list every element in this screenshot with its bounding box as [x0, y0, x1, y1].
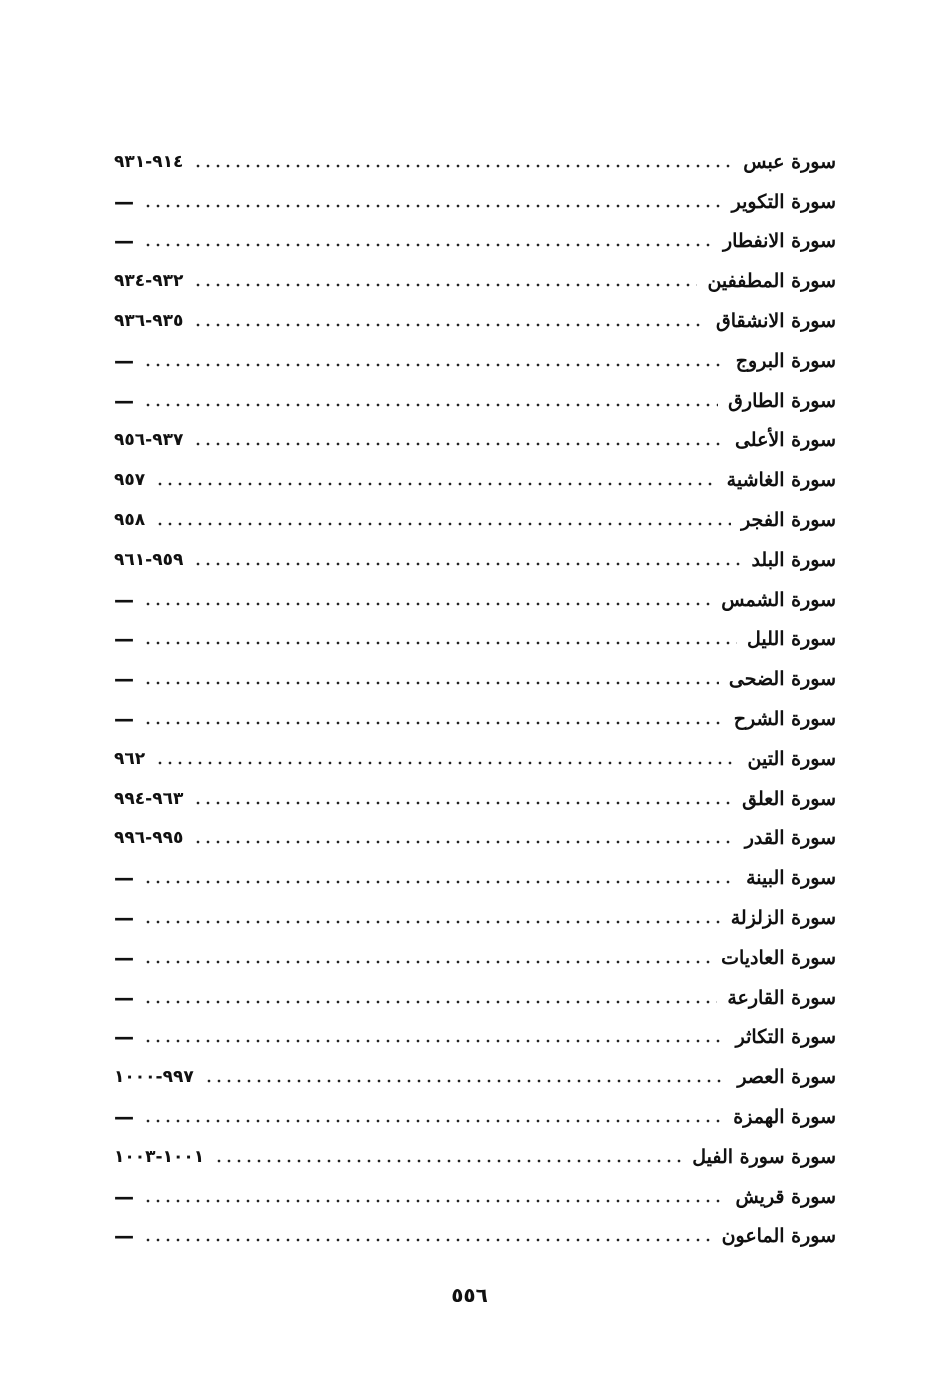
- toc-entry: [114, 1177, 836, 1217]
- dot-leader: [143, 673, 719, 693]
- dot-leader: [143, 1230, 712, 1250]
- page-range: ١٠٠١-١٠٠٣: [114, 1146, 205, 1167]
- dot-leader: [155, 474, 717, 494]
- dot-leader: [193, 832, 734, 852]
- table-of-contents: [114, 142, 836, 1256]
- dot-leader: [143, 1031, 726, 1051]
- surah-name: سورة قريش: [735, 1185, 836, 1208]
- dot-leader: [143, 912, 721, 932]
- dot-leader: [155, 753, 737, 773]
- surah-name: سورة الشرح: [733, 708, 836, 731]
- toc-entry: [114, 1217, 836, 1257]
- page-range: ٩٥٨: [114, 510, 146, 531]
- page-range: —: [114, 627, 133, 652]
- page-number: ٥٥٦: [451, 1283, 488, 1307]
- page-range: —: [114, 985, 133, 1010]
- toc-entry: [114, 898, 836, 938]
- dot-leader: [193, 554, 741, 574]
- dot-leader: [193, 434, 725, 454]
- dot-leader: [193, 156, 733, 176]
- surah-name: سورة الشمس: [721, 588, 836, 611]
- dot-leader: [143, 633, 737, 653]
- page-range: —: [114, 1224, 133, 1249]
- toc-entry: [114, 381, 836, 421]
- dot-leader: [155, 514, 731, 534]
- dot-leader: [143, 1111, 723, 1131]
- toc-entry: [114, 222, 836, 262]
- dot-leader: [143, 594, 711, 614]
- surah-name: سورة العصر: [737, 1066, 836, 1089]
- page-range: —: [114, 229, 133, 254]
- page-range: ٩٩٥-٩٩٦: [114, 828, 184, 849]
- surah-name: سورة البلد: [751, 548, 836, 571]
- dot-leader: [193, 793, 732, 813]
- toc-entry: [114, 938, 836, 978]
- surah-name: سورة القدر: [744, 827, 836, 850]
- page-range: —: [114, 667, 133, 692]
- toc-entry: [114, 580, 836, 620]
- toc-entry: [114, 819, 836, 859]
- dot-leader: [143, 992, 717, 1012]
- surah-name: سورة العاديات: [721, 946, 836, 969]
- surah-name: سورة الانشقاق: [716, 310, 836, 333]
- toc-entry: [114, 460, 836, 500]
- page-range: —: [114, 945, 133, 970]
- dot-leader: [143, 952, 711, 972]
- toc-entry: [114, 540, 836, 580]
- dot-leader: [143, 235, 713, 255]
- dot-leader: [143, 1191, 725, 1211]
- toc-entry: [114, 421, 836, 461]
- surah-name: سورة سورة الفيل: [692, 1145, 836, 1168]
- page-range: —: [114, 587, 133, 612]
- surah-name: سورة الزلزلة: [730, 907, 836, 930]
- toc-entry: [114, 978, 836, 1018]
- dot-leader: [193, 275, 697, 295]
- surah-name: سورة التكاثر: [735, 1026, 836, 1049]
- surah-name: سورة الانفطار: [722, 230, 836, 253]
- surah-name: سورة الأعلى: [734, 429, 836, 452]
- dot-leader: [143, 196, 722, 216]
- dot-leader: [143, 395, 718, 415]
- surah-name: سورة التكوير: [731, 190, 836, 213]
- toc-entry: [114, 699, 836, 739]
- page-range: ٩٣٧-٩٥٦: [114, 430, 184, 451]
- toc-entry: [114, 1057, 836, 1097]
- toc-entry: [114, 301, 836, 341]
- surah-name: سورة البروج: [735, 349, 836, 372]
- toc-entry: [114, 620, 836, 660]
- surah-name: سورة القارعة: [727, 986, 836, 1009]
- surah-name: سورة المطففين: [707, 270, 836, 293]
- page-range: ٩٩٧-١٠٠٠: [114, 1067, 194, 1088]
- dot-leader: [214, 1151, 682, 1171]
- surah-name: سورة العلق: [742, 787, 836, 810]
- page-range: —: [114, 707, 133, 732]
- toc-entry: [114, 739, 836, 779]
- page-range: —: [114, 189, 133, 214]
- page-range: ٩٦٢: [114, 748, 146, 769]
- toc-entry: [114, 1018, 836, 1058]
- toc-entry: [114, 858, 836, 898]
- surah-name: سورة الضحى: [728, 668, 836, 691]
- surah-name: سورة عبس: [743, 150, 836, 173]
- toc-entry: [114, 1097, 836, 1137]
- toc-entry: [114, 779, 836, 819]
- page-range: —: [114, 348, 133, 373]
- toc-entry: [114, 142, 836, 182]
- page-range: —: [114, 388, 133, 413]
- page-range: —: [114, 1184, 133, 1209]
- dot-leader: [143, 355, 726, 375]
- surah-name: سورة البينة: [746, 867, 836, 890]
- page-range: —: [114, 1105, 133, 1130]
- dot-leader: [204, 1071, 728, 1091]
- surah-name: سورة الغاشية: [726, 469, 836, 492]
- page-range: —: [114, 1025, 133, 1050]
- toc-entry: [114, 500, 836, 540]
- surah-name: سورة الفجر: [741, 509, 836, 532]
- toc-entry: [114, 1137, 836, 1177]
- surah-name: سورة الطارق: [728, 389, 836, 412]
- page-range: —: [114, 866, 133, 891]
- toc-entry: [114, 659, 836, 699]
- toc-entry: [114, 182, 836, 222]
- page-range: ٩٥٧: [114, 470, 146, 491]
- page-range: ٩٣٢-٩٣٤: [114, 271, 184, 292]
- dot-leader: [143, 872, 736, 892]
- page-range: —: [114, 906, 133, 931]
- surah-name: سورة التين: [747, 747, 836, 770]
- page-range: ٩١٤-٩٣١: [114, 151, 184, 172]
- toc-entry: [114, 341, 836, 381]
- page-range: ٩٥٩-٩٦١: [114, 549, 184, 570]
- surah-name: سورة الماعون: [721, 1225, 836, 1248]
- surah-name: سورة الهمزة: [733, 1106, 836, 1129]
- surah-name: سورة الليل: [747, 628, 836, 651]
- page-range: ٩٣٥-٩٣٦: [114, 311, 184, 332]
- dot-leader: [193, 315, 706, 335]
- dot-leader: [143, 713, 724, 733]
- toc-entry: [114, 261, 836, 301]
- page-range: ٩٦٣-٩٩٤: [114, 788, 184, 809]
